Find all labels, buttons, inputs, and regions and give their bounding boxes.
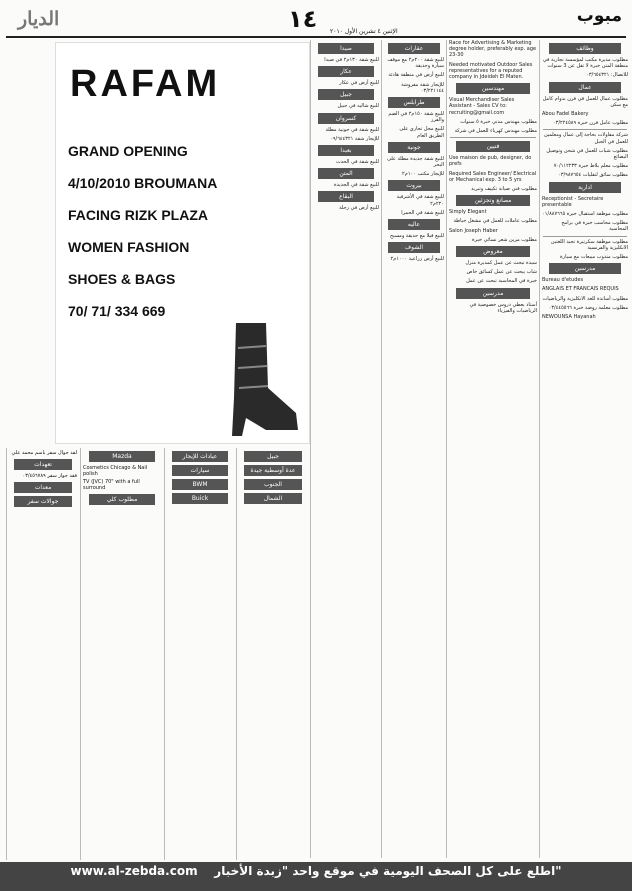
page-number: ١٤: [288, 5, 318, 33]
classifieds-column-engineers: Race for Advertising & Marketing degree holder, preferably exp. age 23-30 Needed motivated Outdoor Sales representatives for a reputed company in Jdeideh El Maten. مهندسين Visual Merchandiser Sales Assistant - Sales CV to: recruiting@gmail.com مطلوب مهندس مدني خبرة ٥ سنوات مطلوب مهندس كهرباء للعمل في شركة فنيين Use maison de pub, designer, do prefs Required Sales Engineer/ Electrical or Mechanical exp. 3 to 5 yrs مطلوب فني صيانة تكييف وتبريد مصانع وتجزئين Simply Elegant مطلوب عاملات للعمل في مشغل خياطة Salon Joseph Haber مطلوب مزين شعر نسائي خبرة معروض سيدة تبحث عن عمل كمديرة منزل شاب يبحث عن عمل كسائق خاص خبرة في المحاسبة تبحث عن عمل مدرسين أستاذ يعطي دروس خصوصية في الرياضيات والفيزياء: [446, 40, 539, 858]
ad-heading: Simply Elegant: [449, 209, 487, 216]
category-tag: البقاع: [318, 191, 374, 202]
rafam-advertisement: [55, 42, 310, 444]
category-tag: جوالات سفر: [14, 496, 72, 507]
ad-line: GRAND OPENING: [68, 143, 188, 159]
category-tag: مطلوب كلي: [89, 494, 155, 505]
category-tag: الجنوب: [244, 479, 302, 490]
footer-text: [0, 864, 632, 878]
ad-heading: Abou Fadel Bakery: [542, 111, 589, 118]
ad-body: Use maison de pub, designer, do prefs: [449, 155, 532, 168]
footer-tagline: اطلع على كل الصحف اليومية في موقع واحد "زبدة الأخبار": [214, 864, 562, 878]
category-tag: فنيين: [456, 141, 530, 152]
category-tag: صيدا: [318, 43, 374, 54]
classifieds-column-cars-a: لقد جوال سفر باسم محمد علي تعهدات فقد جواز سفر ٠٣/٤٥٦٧٨٩ معدات جوالات سفر: [6, 448, 79, 860]
ad-line: WOMEN FASHION: [68, 239, 190, 255]
ad-line: 70/ 71/ 334 669: [68, 303, 166, 319]
newspaper-logo: الديار: [18, 8, 60, 30]
site-link[interactable]: www.al-zebda.com: [70, 864, 198, 878]
category-tag: طرابلس: [388, 97, 439, 108]
category-tag: BWM: [172, 479, 228, 490]
category-tag: الشمال: [244, 493, 302, 504]
ad-body: Required Sales Engineer/ Electrical or Mechanical exp. 3 to 5 yrs: [449, 170, 537, 183]
category-tag: مهندسين: [456, 83, 530, 94]
ad-heading: ANGLAIS ET FRANCAIS REQUIS: [542, 286, 619, 293]
category-tag: سيارات: [172, 465, 228, 476]
classifieds-column-cars-b: Mazda Cosmetics Chicago & Nail polish TV (JVC) 70" with a full surround مطلوب كلي: [80, 448, 163, 860]
category-tag: عدة أوسطية جيدة: [244, 465, 302, 476]
ad-line: 4/10/2010 BROUMANA: [68, 175, 218, 191]
ad-line: FACING RIZK PLAZA: [68, 207, 208, 223]
ad-body: Race for Advertising & Marketing degree holder, preferably exp. age 23-30: [449, 40, 537, 59]
ad-heading: Receptionist - Secretaire presentable: [542, 195, 604, 208]
classifieds-column-realestate-a: عقارات للبيع شقة ٢٠٠م٢ مع موقف سيارة وحديقة للبيع أرض في منطقة هادئة للإيجار شقة مفروشة ٠٣/٢٢١١٤٤ طرابلس للبيع شقة ١٥٠م٢ في الضم والفرز للبيع محل تجاري على الطريق العام جونية للبيع شقة جديدة مطلة على البحر للإيجار مكتب ١٠٠م٢ بيروت للبيع شقة في الأشرفية ٢٢٠م٢ للبيع شقة في الحمرا عاليه للبيع فيلا مع حديقة ومسبح الشوف للبيع أرض زراعية ١٠٠٠م٢: [381, 40, 446, 858]
category-tag: المتن: [318, 168, 374, 179]
category-tag: كسروان: [318, 113, 374, 124]
category-tag: عقارات: [388, 43, 439, 54]
boot-image: [206, 318, 306, 438]
classifieds-column-cars-c: [164, 448, 235, 860]
category-tag: مدرسين: [456, 288, 530, 299]
category-tag: جونية: [388, 142, 439, 153]
category-tag: عكار: [318, 66, 374, 77]
category-tag: جبيل: [318, 89, 374, 100]
category-tag: الشوف: [388, 242, 439, 253]
category-tag: Mazda: [89, 451, 155, 462]
date-line: الإثنين ٤ تشرين الأول ٢٠١٠: [330, 28, 398, 35]
page-header: [0, 0, 632, 36]
category-tag: ادارية: [549, 182, 621, 193]
category-tag: وظائف: [549, 43, 621, 54]
category-tag: معروض: [456, 246, 530, 257]
category-tag: عمال: [549, 82, 621, 93]
category-tag: مدرسين: [549, 263, 621, 274]
classifieds-column-realestate-b: صيدا للبيع شقة ١٣٠م٢ في صيدا عكار للبيع أرض في عكار جبيل للبيع شاليه في جبيل كسروان للبيع شقة في جونية مطلة للإيجار شقة ٠٩/٦٤٤٣٢١ بعبدا للبيع شقة في الحدث المتن للبيع شقة في الجديدة البقاع للبيع أرض في زحلة: [310, 40, 381, 858]
ad-heading: NEWOUNSA Hayanah: [542, 314, 596, 321]
header-rule: [6, 36, 626, 38]
category-tag: جبيل: [244, 451, 302, 462]
category-tag: مصانع وتجزئين: [456, 195, 530, 206]
ad-heading: Salon Joseph Haber: [449, 227, 498, 234]
category-tag: عيادات للإيجار: [172, 451, 228, 462]
category-tag: Buick: [172, 493, 228, 504]
ad-heading: Bureau d'etudes: [542, 277, 584, 284]
classifieds-column-jobs: وظائف مطلوب مديرة مكتب لمؤسسة تجارية في منطقة المتن خبرة لا تقل عن 3 سنوات للاتصال: ٠٣/٦٥٤٣٢١ عمال مطلوب عمال للعمل في فرن بدوام كامل مع سكن Abou Fadel Bakery مطلوب عامل فرن خبرة ٠٣/٢٢٤٥٨٩ شركة مقاولات بحاجة إلى عمال ومعلمين للعمل في الجبل مطلوب شباب للعمل في شحن وتوصيل البضائع مطلوب معلم بلاط خبرة ٧٠/١١٢٢٣٣ مطلوب سائق لنقليات ٠٣/٩٨٧٦٥٤ ادارية Receptionist - Secretaire presentable مطلوب موظفة استقبال خبرة ٠١/٨٨٧٦٦٥ مطلوب محاسب خبرة في برامج المحاسبة مطلوب موظفة سكرتيرة تجيد اللغتين الانكليزية والفرنسية مطلوب مندوب مبيعات مع سيارة مدرسين Bureau d'etudes ANGLAIS ET FRANCAIS REQUIS مطلوب أساتذة للغة الانكليزية والرياضيات مطلوب معلمة روضة خبرة ٠٣/٤٤٥٥٦٦ NEWOUNSA Hayanah: [539, 40, 630, 858]
category-tag: معدات: [14, 482, 72, 493]
category-tag: بعبدا: [318, 145, 374, 156]
ad-body: Visual Merchandiser Sales Assistant - Sales CV to: recruiting@gmail.com: [449, 97, 515, 116]
category-tag: بيروت: [388, 180, 439, 191]
section-title: مبوب: [576, 6, 622, 26]
category-tag: تعهدات: [14, 459, 72, 470]
ad-line: SHOES & BAGS: [68, 271, 176, 287]
category-tag: عاليه: [388, 219, 439, 230]
classifieds-column-cars-d: [236, 448, 309, 860]
ad-brand: RAFAM: [70, 63, 221, 105]
